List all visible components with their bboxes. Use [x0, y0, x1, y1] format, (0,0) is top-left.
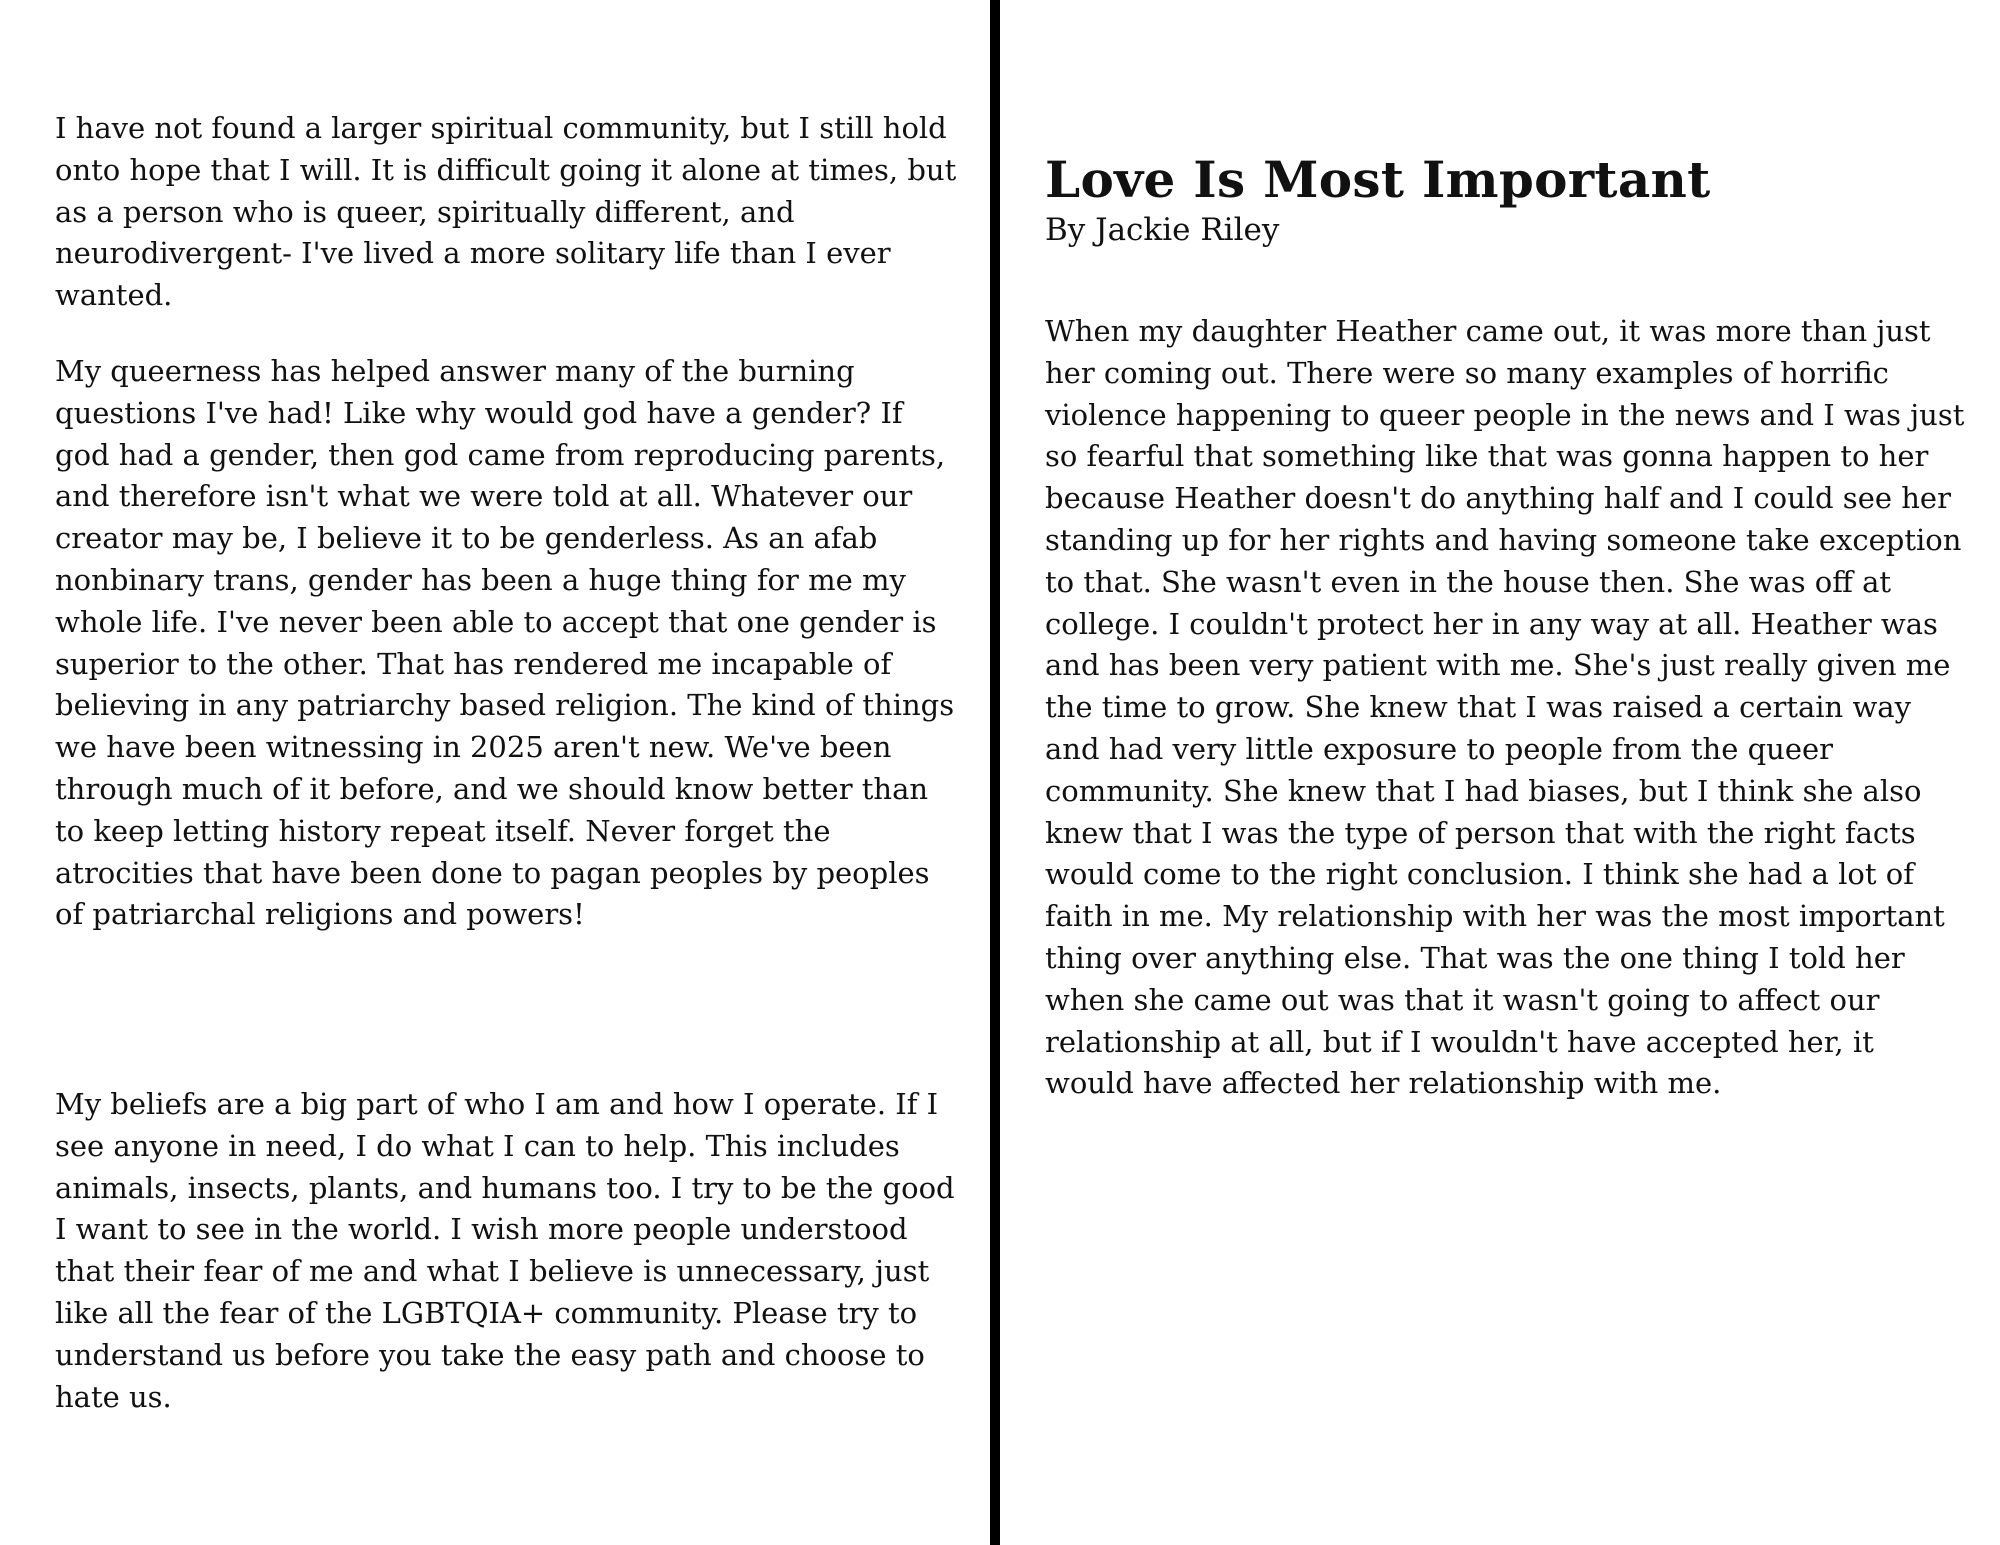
- left-paragraph-2: My queerness has helped answer many of the burning questions I've had! Like why would god have a gender? If god had a gender, then god came from reproducing parents, and therefore isn't what we were told at all. Whatever our creator may be, I believe it to be genderless. As an afab nonbinary trans, gender has been a huge thing for me my whole life. I've never been able to accept that one gender is superior to the other. That has rendered me incapable of believing in any patriarchy based religion. The kind of things we have been witnessing in 2025 aren't new. We've been through much of it before, and we should know better than to keep letting history repeat itself. Never forget the atrocities that have been done to pagan peoples by peoples of patriarchal religions and powers!: [55, 354, 955, 932]
- story-body-block: [1045, 311, 1965, 1105]
- left-paragraph-3-block: [55, 1084, 965, 1418]
- story-header: [1045, 150, 1965, 250]
- story-title: Love Is Most Important: [1045, 150, 1711, 209]
- page-divider: [990, 0, 1000, 1545]
- left-paragraph-1-block: [55, 108, 965, 317]
- left-paragraph-3: My beliefs are a big part of who I am and how I operate. If I see anyone in need, I do what I can to help. This includes animals, insects, plants, and humans too. I try to be the good I want to see in the world. I wish more people understood that their fear of me and what I believe is unnecessary, just like all the fear of the LGBTQIA+ community. Please try to understand us before you take the easy path and choose to hate us.: [55, 1087, 955, 1414]
- left-paragraph-2-block: [55, 351, 965, 936]
- left-paragraph-1: I have not found a larger spiritual community, but I still hold onto hope that I will. It is difficult going it alone at times, but as a person who is queer, spiritually different, and neurodivergent- I've lived a more solitary life than I ever wanted.: [55, 111, 957, 313]
- story-body: When my daughter Heather came out, it was more than just her coming out. There were so many examples of horrific violence happening to queer people in the news and I was just so fearful that something like that was gonna happen to her because Heather doesn't do anything half and I could see her standing up for her rights and having someone take exception to that. She wasn't even in the house then. She was off at college. I couldn't protect her in any way at all. Heather was and has been very patient with me. She's just really given me the time to grow. She knew that I was raised a certain way and had very little exposure to people from the queer community. She knew that I had biases, but I think she also knew that I was the type of person that with the right facts would come to the right conclusion. I think she had a lot of faith in me. My relationship with her was the most important thing over anything else. That was the one thing I told her when she came out was that it wasn't going to affect our relationship at all, but if I wouldn't have accepted her, it would have affected her relationship with me.: [1045, 314, 1965, 1101]
- story-byline: By Jackie Riley: [1045, 212, 1280, 248]
